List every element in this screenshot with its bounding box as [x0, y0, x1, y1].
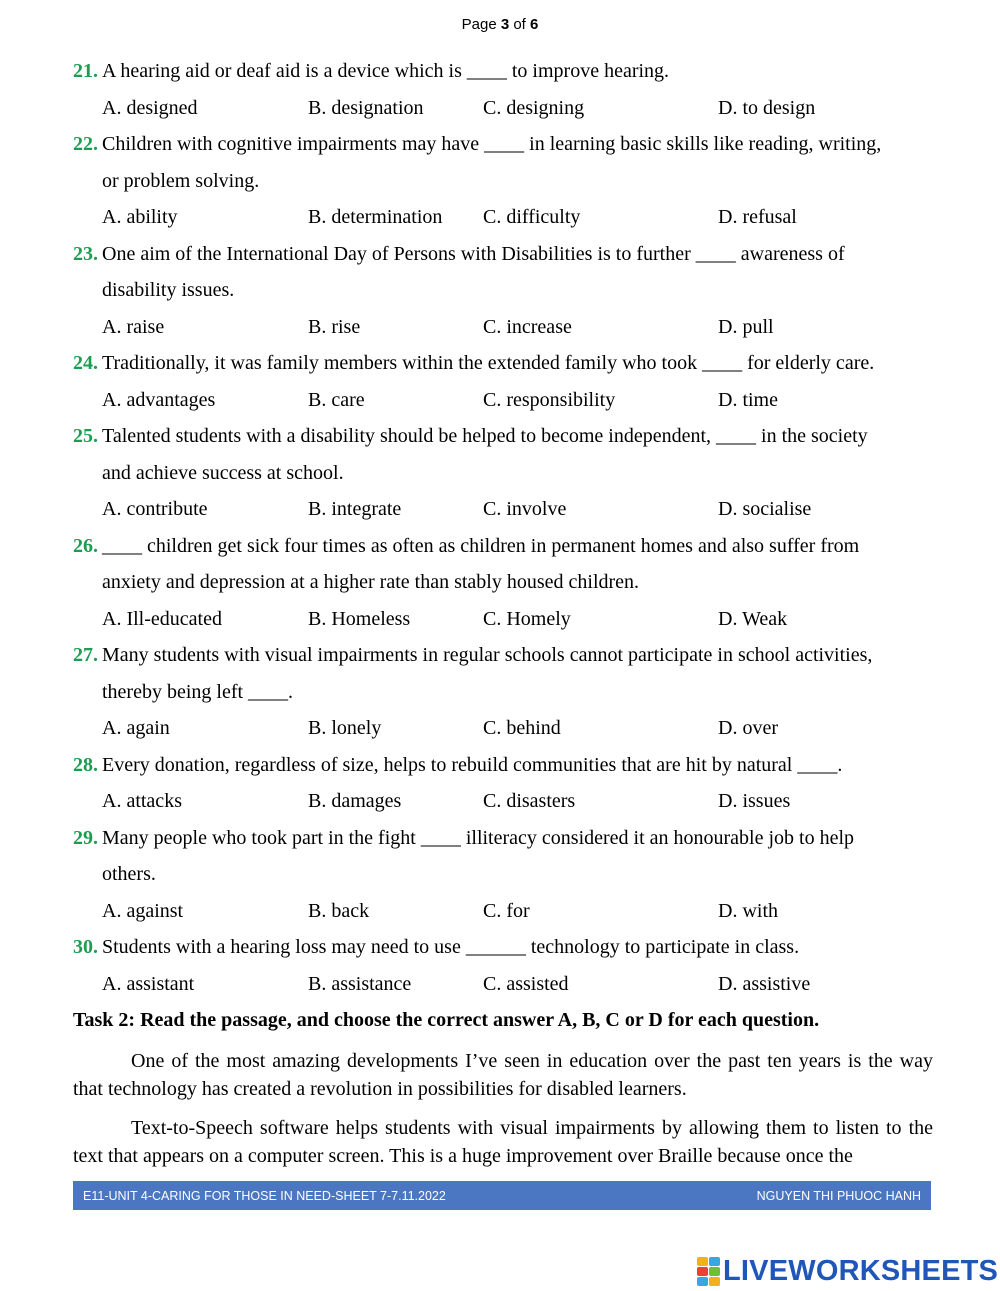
passage-paragraph-2: Text-to-Speech software helps students with visual impairments by allowing them to listen to the text that appears on a computer screen. This is a huge improvement over Braille because once the — [73, 1117, 933, 1167]
answer-options — [102, 309, 933, 346]
answer-option[interactable]: C. disasters — [483, 790, 576, 812]
answer-options — [102, 893, 933, 930]
question-item — [73, 345, 933, 418]
footer-author: NGUYEN THI PHUOC HANH — [756, 1188, 921, 1203]
question-text-continued: or problem solving. — [102, 169, 260, 192]
answer-options — [102, 382, 933, 419]
worksheet-content — [73, 53, 933, 1170]
answer-option[interactable]: A. against — [102, 899, 184, 922]
answer-option[interactable]: A. attacks — [102, 790, 182, 812]
answer-option[interactable]: D. Weak — [718, 607, 788, 630]
question-text: Traditionally, it was family members within the extended family who took ____ for elderly care. — [102, 352, 875, 374]
question-number: 23. — [73, 242, 98, 265]
question-text-continued: thereby being left ____. — [102, 680, 294, 703]
answer-option[interactable]: B. determination — [308, 206, 443, 228]
answer-option[interactable]: D. to design — [718, 96, 816, 119]
liveworksheets-logo-icon — [697, 1257, 719, 1285]
question-item — [73, 637, 933, 747]
question-number: 28. — [73, 753, 98, 776]
answer-options — [102, 966, 933, 1003]
question-text: ____ children get sick four times as often as children in permanent homes and also suffer from — [102, 534, 860, 557]
answer-option[interactable]: B. damages — [308, 790, 402, 812]
question-item — [73, 929, 933, 1002]
answer-option[interactable]: A. raise — [102, 315, 165, 338]
question-text: Talented students with a disability should be helped to become independent, ____ in the society — [102, 425, 868, 447]
question-number: 30. — [73, 936, 98, 958]
question-text-continued: anxiety and depression at a higher rate than stably housed children. — [102, 571, 640, 593]
answer-option[interactable]: C. responsibility — [483, 388, 616, 411]
footer-sheet-title: E11-UNIT 4-CARING FOR THOSE IN NEED-SHEET 7-7.11.2022 — [83, 1188, 446, 1203]
answer-option[interactable]: C. difficulty — [483, 206, 581, 228]
question-number: 22. — [73, 133, 98, 155]
liveworksheets-logo[interactable] — [697, 1254, 998, 1288]
question-item — [73, 126, 933, 236]
answer-option[interactable]: B. designation — [308, 96, 424, 119]
answer-options — [102, 491, 933, 528]
liveworksheets-logo-text: LIVEWORKSHEETS — [723, 1254, 999, 1287]
answer-option[interactable]: D. time — [718, 388, 778, 411]
answer-option[interactable]: A. advantages — [102, 388, 216, 411]
total-pages: 6 — [530, 16, 539, 33]
page-footer — [73, 1181, 931, 1210]
question-item — [73, 418, 933, 528]
answer-options — [102, 199, 933, 236]
question-item — [73, 528, 933, 638]
question-item — [73, 820, 933, 930]
answer-option[interactable]: A. ability — [102, 206, 178, 228]
passage-paragraph-1: One of the most amazing developments I’ve seen in education over the past ten years is the way that technology has created a revolution in possibilities for disabled learners. — [73, 1050, 933, 1100]
question-text: A hearing aid or deaf aid is a device which is ____ to improve hearing. — [102, 60, 670, 82]
question-text: Students with a hearing loss may need to use ______ technology to participate in class. — [102, 936, 800, 958]
answer-option[interactable]: A. contribute — [102, 498, 208, 520]
answer-options — [102, 710, 933, 747]
answer-option[interactable]: D. with — [718, 899, 778, 922]
answer-option[interactable]: A. again — [102, 717, 170, 739]
answer-option[interactable]: D. assistive — [718, 972, 811, 995]
question-text: Many students with visual impairments in regular schools cannot participate in school activities, — [102, 644, 873, 666]
answer-option[interactable]: B. rise — [308, 315, 361, 338]
answer-option[interactable]: D. refusal — [718, 206, 797, 228]
answer-option[interactable]: A. Ill-educated — [102, 607, 222, 630]
answer-option[interactable]: B. lonely — [308, 717, 382, 739]
answer-option[interactable]: C. Homely — [483, 607, 571, 630]
question-number: 27. — [73, 644, 98, 666]
question-text: Many people who took part in the fight ____ illiteracy considered it an honourable job to help — [102, 826, 855, 849]
answer-option[interactable]: C. involve — [483, 498, 567, 520]
task-2-heading: Task 2: Read the passage, and choose the correct answer A, B, C or D for each question. — [73, 1009, 820, 1031]
answer-option[interactable]: D. issues — [718, 790, 791, 812]
answer-option[interactable]: A. designed — [102, 96, 198, 119]
answer-option[interactable]: D. socialise — [718, 498, 812, 520]
answer-option[interactable]: D. over — [718, 717, 778, 739]
page-indicator: Page 3 of 6 — [461, 16, 539, 33]
answer-option[interactable]: A. assistant — [102, 972, 195, 995]
question-number: 26. — [73, 534, 98, 557]
answer-option[interactable]: C. increase — [483, 315, 572, 338]
question-text-continued: others. — [102, 863, 156, 885]
answer-option[interactable]: C. behind — [483, 717, 561, 739]
question-text-continued: disability issues. — [102, 279, 235, 301]
answer-option[interactable]: C. for — [483, 899, 530, 922]
answer-options — [102, 601, 933, 638]
answer-option[interactable]: C. designing — [483, 96, 585, 119]
answer-option[interactable]: B. assistance — [308, 972, 412, 995]
question-number: 29. — [73, 826, 98, 849]
answer-option[interactable]: B. integrate — [308, 498, 402, 520]
question-number: 24. — [73, 352, 98, 374]
answer-options — [102, 783, 933, 820]
question-number: 25. — [73, 425, 98, 447]
question-item — [73, 747, 933, 820]
answer-option[interactable]: B. care — [308, 388, 365, 411]
question-item — [73, 236, 933, 346]
answer-option[interactable]: D. pull — [718, 315, 774, 338]
question-list — [73, 53, 933, 1002]
question-text: Children with cognitive impairments may have ____ in learning basic skills like reading, writing, — [102, 133, 882, 155]
question-number: 21. — [73, 60, 98, 82]
answer-option[interactable]: B. back — [308, 899, 370, 922]
question-text: Every donation, regardless of size, helps to rebuild communities that are hit by natural ____. — [102, 753, 843, 776]
answer-option[interactable]: C. assisted — [483, 972, 569, 995]
question-item — [73, 53, 933, 126]
question-text: One aim of the International Day of Persons with Disabilities is to further ____ awareness of — [102, 242, 845, 265]
current-page: 3 — [500, 16, 510, 33]
answer-option[interactable]: B. Homeless — [308, 607, 411, 630]
answer-options — [102, 90, 933, 127]
question-text-continued: and achieve success at school. — [102, 461, 344, 484]
